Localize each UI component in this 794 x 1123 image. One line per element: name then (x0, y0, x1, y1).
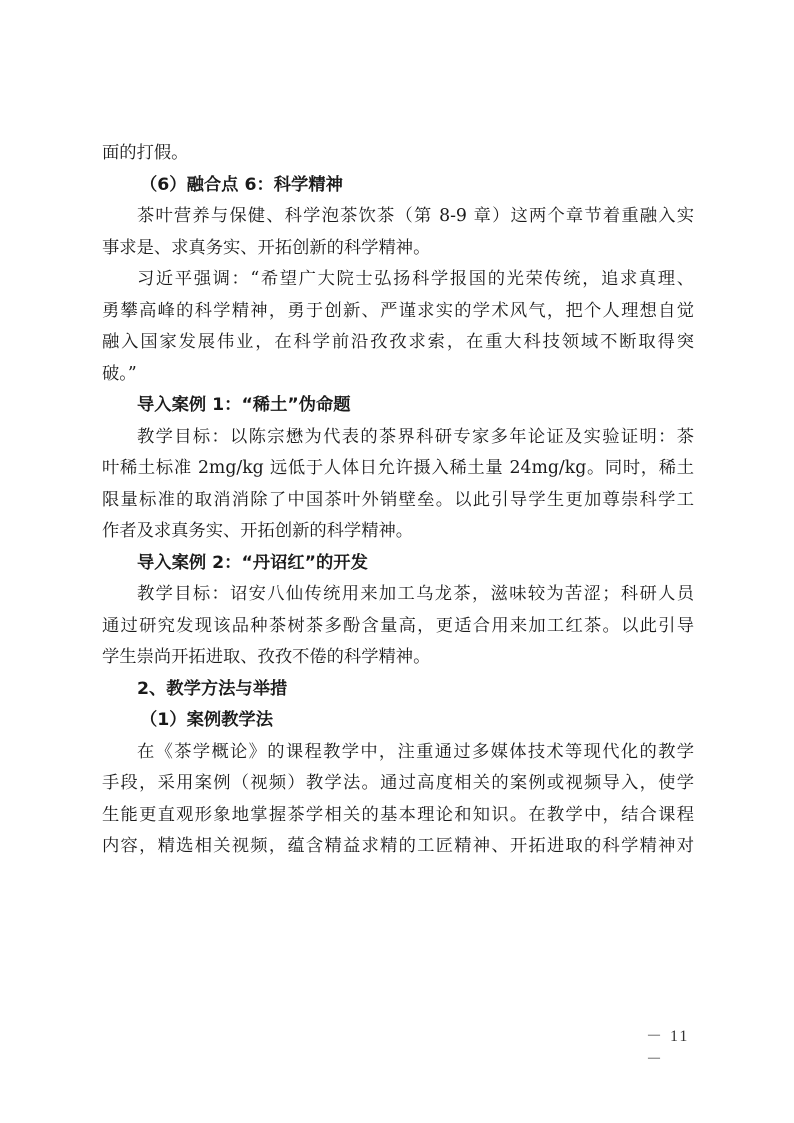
text-line: 叶稀土标准 2mg/kg 远低于人体日允许摄入稀土量 24mg/kg。同时，稀土 (102, 458, 694, 478)
text-line: 学生崇尚开拓进取、孜孜不倦的科学精神。 (102, 647, 431, 667)
text-line: 在《茶学概论》的课程教学中，注重通过多媒体技术等现代化的教学 (137, 741, 694, 762)
text-line: 作者及求真务实、开拓创新的科学精神。 (102, 521, 414, 541)
text-line: 破。” (102, 363, 137, 384)
text-line: 面的打假。 (102, 143, 189, 163)
text-line: 教学目标：诏安八仙传统用来加工乌龙茶，滋味较为苦涩；科研人员 (137, 584, 694, 604)
case-heading-rare-earth: 导入案例 1：“稀土”伪命题 (137, 395, 351, 415)
text-line: 茶叶营养与保健、科学泡茶饮茶（第 8-9 章）这两个章节着重融入实 (137, 206, 694, 226)
text-line: 习近平强调：“希望广大院士弘扬科学报国的光荣传统，追求真理、 (137, 269, 694, 289)
text-line: 通过研究发现该品种茶树茶多酚含量高，更适合用来加工红茶。以此引导 (102, 615, 694, 636)
text-line: 教学目标：以陈宗懋为代表的茶界科研专家多年论证及实验证明：茶 (137, 426, 694, 447)
text-line: 生能更直观形象地掌握茶学相关的基本理论和知识。在教学中，结合课程 (102, 804, 694, 825)
body-text (102, 138, 694, 863)
text-line: 勇攀高峰的科学精神，勇于创新、严谨求实的学术风气，把个人理想自觉 (102, 300, 694, 321)
text-line: 手段，采用案例（视频）教学法。通过高度相关的案例或视频导入，使学 (102, 773, 694, 793)
text-line: 内容，精选相关视频，蕴含精益求精的工匠精神、开拓进取的科学精神对 (102, 836, 694, 856)
page-number: － 11 － (646, 1028, 690, 1068)
case-heading-danzhaohong: 导入案例 2：“丹诏红”的开发 (137, 552, 368, 573)
text-line: 限量标准的取消消除了中国茶叶外销壁垒。以此引导学生更加尊崇科学工 (102, 489, 694, 510)
subsection-heading-case-teaching: （1）案例教学法 (140, 710, 273, 730)
text-line: 事求是、求真务实、开拓创新的科学精神。 (102, 237, 431, 258)
text-line: 融入国家发展伟业，在科学前沿孜孜求索，在重大科技领域不断取得突 (102, 332, 694, 352)
section-heading-integration-point-6: （6）融合点 6：科学精神 (140, 174, 343, 195)
section-heading-teaching-methods: 2、教学方法与举措 (137, 678, 288, 699)
